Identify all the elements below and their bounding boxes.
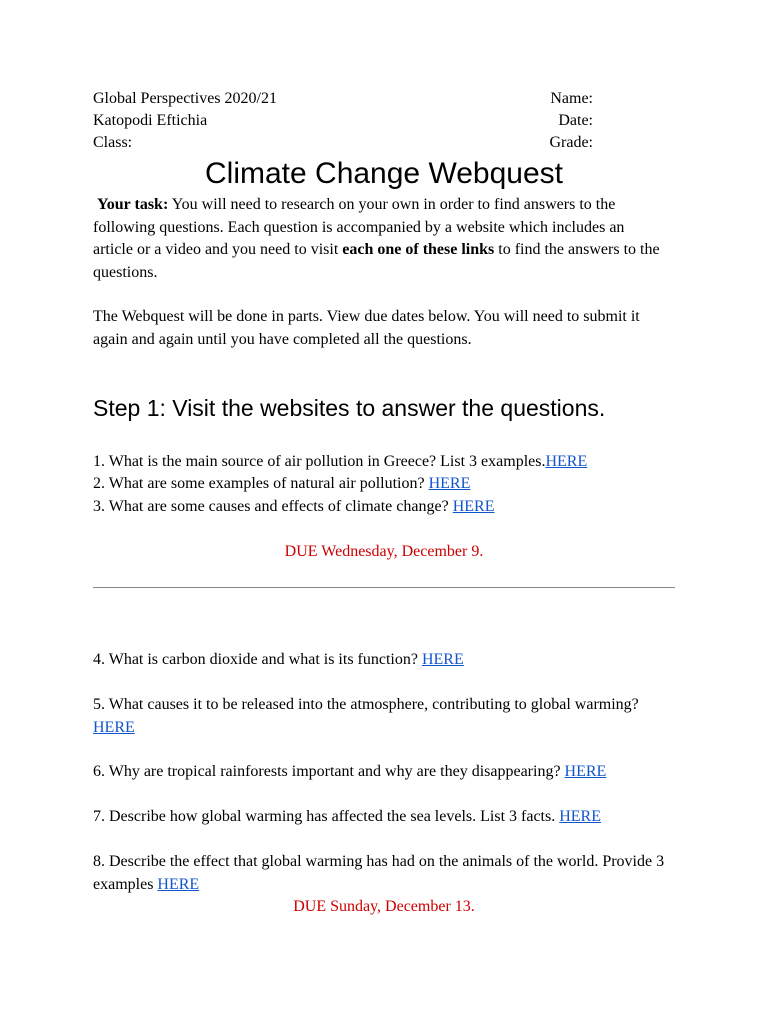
question-7-text: 7. Describe how global warming has affected the sea levels. List 3 facts.	[93, 808, 560, 825]
question-7	[93, 806, 683, 829]
teacher-name: Katopodi Eftichia	[93, 112, 208, 129]
question-8-text: 8. Describe the effect that global warming has had on the animals of the world. Provide 3 examples	[93, 853, 665, 893]
question-1-text: 1. What is the main source of air pollution in Greece? List 3 examples.	[93, 453, 546, 470]
task-paragraph	[93, 194, 668, 284]
course-name: Global Perspectives 2020/21	[93, 90, 277, 107]
question-4	[93, 649, 683, 672]
question-6-link[interactable]: HERE	[564, 763, 607, 780]
question-3-link[interactable]: HERE	[452, 498, 495, 515]
question-5	[93, 694, 653, 739]
section-divider	[93, 587, 675, 588]
due-date-1: DUE Wednesday, December 9.	[284, 543, 484, 560]
question-8-link[interactable]: HERE	[157, 875, 200, 893]
question-5-link[interactable]: HERE	[93, 718, 135, 736]
header-row-2	[93, 110, 593, 132]
page-title: Climate Change Webquest	[205, 157, 563, 190]
date-label: Date:	[558, 112, 593, 129]
task-label: Your task:	[97, 196, 169, 213]
question-3-text: 3. What are some causes and effects of climate change?	[93, 498, 453, 515]
question-7-link[interactable]: HERE	[559, 808, 601, 825]
question-1-link[interactable]: HERE	[545, 453, 588, 470]
question-2-text: 2. What are some examples of natural air pollution?	[93, 475, 429, 492]
task-bold: each one of these links	[342, 241, 495, 258]
question-2-link[interactable]: HERE	[428, 475, 471, 492]
question-5-text: 5. What causes it to be released into the atmosphere, contributing to global warming?	[93, 696, 639, 713]
question-4-text: 4. What is carbon dioxide and what is its function?	[93, 651, 422, 668]
question-4-link[interactable]: HERE	[421, 651, 464, 668]
question-6-text: 6. Why are tropical rainforests important and why are they disappearing?	[93, 763, 565, 780]
due-date-2: DUE Sunday, December 13.	[293, 898, 475, 915]
parts-paragraph: The Webquest will be done in parts. View due dates below. You will need to submit it again and again until you have completed all the questions.	[93, 308, 640, 348]
class-label: Class:	[93, 134, 133, 151]
question-8	[93, 851, 673, 896]
task-text-2: to find the answers to the questions.	[93, 241, 660, 281]
grade-label: Grade:	[549, 134, 593, 151]
header-row-1	[93, 88, 593, 110]
step1-heading: Step 1: Visit the websites to answer the questions.	[93, 395, 606, 421]
question-2	[93, 473, 683, 496]
question-6	[93, 761, 683, 784]
question-3	[93, 496, 683, 519]
question-1	[93, 451, 683, 474]
name-label: Name:	[550, 90, 593, 107]
header-row-3	[93, 132, 593, 154]
task-text-1: You will need to research on your own in order to find answers to the following questions. Each question is accompanied by a website which includes an article or a video and you need to visit	[93, 196, 625, 258]
